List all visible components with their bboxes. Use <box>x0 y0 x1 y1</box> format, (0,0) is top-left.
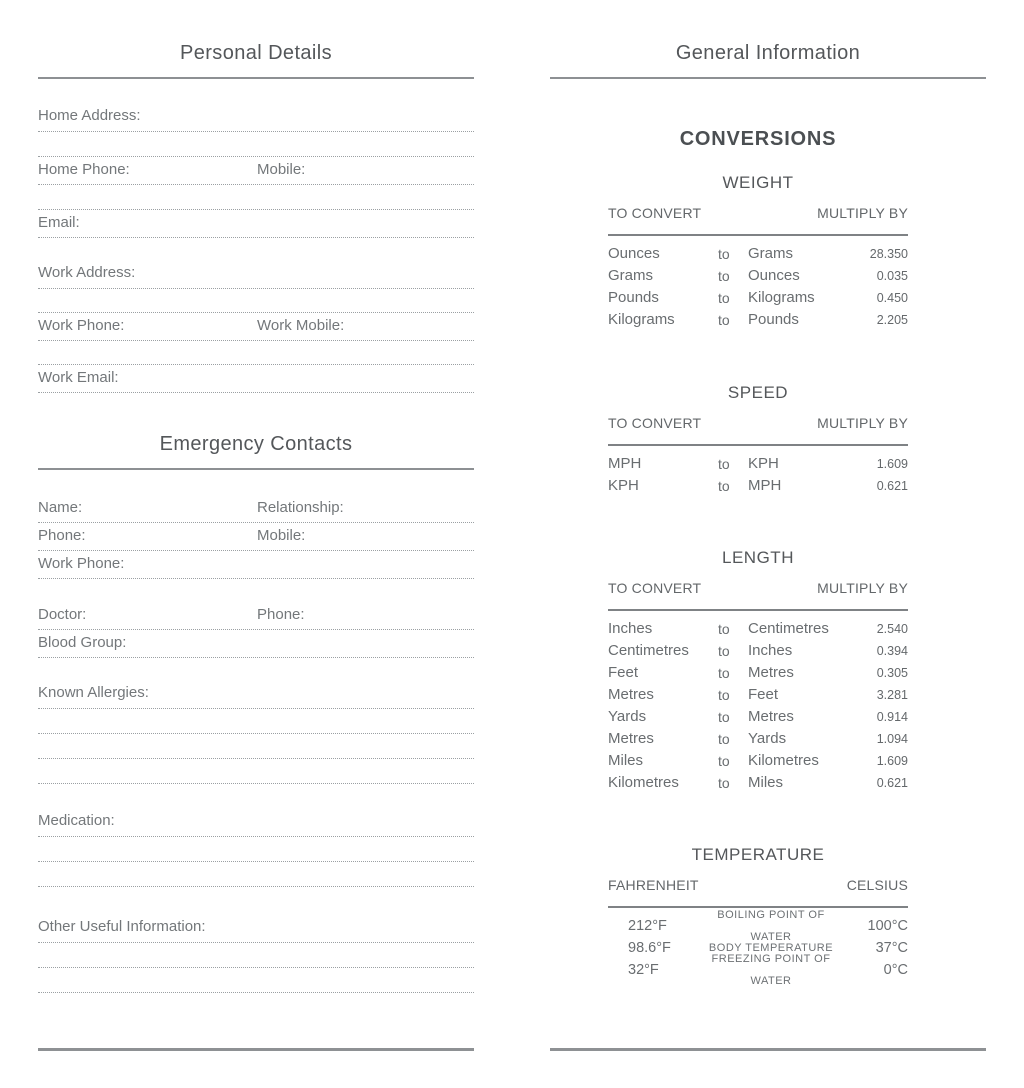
temperature-description: BODY TEMPERATURE <box>708 942 834 954</box>
speed-heading: SPEED <box>727 383 789 402</box>
emergency-contact-group <box>38 500 474 579</box>
left-column <box>38 0 474 1051</box>
conversion-row-miles-kilometres <box>608 750 908 772</box>
to-convert-header: TO CONVERT <box>608 205 702 221</box>
conversion-factor: 1.609 <box>876 754 908 768</box>
field-known-allergies <box>38 685 474 709</box>
weight-column-headers <box>608 205 908 221</box>
temperature-rows <box>608 909 908 987</box>
multiply-by-header: MULTIPLY BY <box>817 205 908 221</box>
unit-from: KPH <box>608 477 639 494</box>
conversion-factor: 1.609 <box>876 457 908 471</box>
work-address-label: Work Address: <box>38 264 136 281</box>
unit-to: MPH <box>748 477 782 494</box>
unit-to: Inches <box>748 642 793 659</box>
speed-table-rule <box>608 444 908 446</box>
unit-to: Pounds <box>748 311 799 328</box>
conversion-row-pounds-kilograms <box>608 287 908 309</box>
field-work-phone <box>38 551 474 579</box>
temperature-heading: TEMPERATURE <box>691 845 825 864</box>
conversion-row-inches-centimetres <box>608 618 908 640</box>
right-column <box>550 0 986 1051</box>
writing-line <box>38 837 474 862</box>
celsius-value: 0°C <box>883 962 908 978</box>
weight-rows <box>608 243 908 331</box>
temperature-row-freezing <box>608 953 908 987</box>
conversion-row-kilometres-miles <box>608 772 908 794</box>
conversion-factor: 2.540 <box>876 622 908 636</box>
to-word: to <box>718 268 730 284</box>
to-word: to <box>718 687 730 703</box>
conversion-factor: 0.914 <box>876 710 908 724</box>
to-convert-header: TO CONVERT <box>608 580 702 596</box>
unit-from: MPH <box>608 455 642 472</box>
conversion-factor: 0.394 <box>876 644 908 658</box>
work-phone-label: Work Phone: <box>38 317 125 334</box>
conversion-row-centimetres-inches <box>608 640 908 662</box>
conversion-factor: 2.205 <box>876 313 908 327</box>
conversion-row-yards-metres <box>608 706 908 728</box>
unit-from: Centimetres <box>608 642 689 659</box>
name-label: Name: <box>38 499 83 516</box>
unit-from: Pounds <box>608 289 659 306</box>
field-home-address <box>38 108 474 132</box>
conversion-row-grams-ounces <box>608 265 908 287</box>
weight-heading: WEIGHT <box>722 173 794 192</box>
to-word: to <box>718 709 730 725</box>
unit-to: Metres <box>748 664 794 681</box>
fahrenheit-header: FAHRENHEIT <box>608 877 699 893</box>
field-doctor-phone <box>38 607 474 630</box>
length-heading: LENGTH <box>722 548 794 567</box>
field-work-phone-mobile <box>38 312 474 341</box>
other-useful-information-label: Other Useful Information: <box>38 918 206 935</box>
phone-label: Phone: <box>38 527 86 544</box>
temperature-description: FREEZING POINT OF WATER <box>711 953 831 987</box>
emergency-contacts-rule <box>38 468 474 470</box>
home-address-label: Home Address: <box>38 107 141 124</box>
unit-to: Ounces <box>748 267 800 284</box>
home-phone-label: Home Phone: <box>38 161 130 178</box>
conversion-row-metres-yards <box>608 728 908 750</box>
conversion-row-ounces-grams <box>608 243 908 265</box>
conversion-factor: 0.450 <box>876 291 908 305</box>
unit-from: Yards <box>608 708 647 725</box>
to-word: to <box>718 312 730 328</box>
unit-from: Kilometres <box>608 774 679 791</box>
doctor-phone-label: Phone: <box>257 606 305 623</box>
general-information-rule <box>550 77 986 79</box>
writing-line <box>38 968 474 993</box>
email-label: Email: <box>38 214 80 231</box>
unit-from: Miles <box>608 752 644 769</box>
celsius-value: 37°C <box>875 940 908 956</box>
to-word: to <box>718 621 730 637</box>
conversions-heading: CONVERSIONS <box>679 128 837 150</box>
unit-from: Metres <box>608 730 654 747</box>
unit-to: Kilograms <box>748 289 815 306</box>
field-work-address <box>38 265 474 289</box>
to-word: to <box>718 775 730 791</box>
unit-from: Feet <box>608 664 639 681</box>
conversion-factor: 0.305 <box>876 666 908 680</box>
work-phone-label: Work Phone: <box>38 555 125 572</box>
right-bottom-rule <box>550 1048 986 1051</box>
to-word: to <box>718 246 730 262</box>
conversion-factor: 0.621 <box>876 479 908 493</box>
writing-line <box>38 943 474 968</box>
length-table-rule <box>608 609 908 611</box>
conversion-row-feet-metres <box>608 662 908 684</box>
to-word: to <box>718 665 730 681</box>
to-word: to <box>718 753 730 769</box>
unit-to: Miles <box>748 774 784 791</box>
unit-from: Metres <box>608 686 654 703</box>
personal-details-rule <box>38 77 474 79</box>
writing-line <box>38 862 474 887</box>
to-word: to <box>718 643 730 659</box>
unit-to: Feet <box>748 686 779 703</box>
emergency-contacts-title: Emergency Contacts <box>159 433 353 455</box>
work-mobile-label: Work Mobile: <box>257 317 345 334</box>
conversion-factor: 28.350 <box>869 247 908 261</box>
to-word: to <box>718 478 730 494</box>
celsius-header: CELSIUS <box>846 877 908 893</box>
speed-column-headers <box>608 415 908 431</box>
known-allergies-label: Known Allergies: <box>38 684 149 701</box>
unit-from: Kilograms <box>608 311 675 328</box>
multiply-by-header: MULTIPLY BY <box>817 580 908 596</box>
work-email-label: Work Email: <box>38 369 119 386</box>
field-work-email <box>38 364 474 393</box>
unit-to: Metres <box>748 708 794 725</box>
field-medication <box>38 813 474 837</box>
to-word: to <box>718 456 730 472</box>
length-rows <box>608 618 908 794</box>
unit-to: Yards <box>748 730 787 747</box>
field-blood-group <box>38 630 474 658</box>
fahrenheit-value: 212°F <box>628 918 667 934</box>
conversion-row-kph-mph <box>608 475 908 497</box>
unit-to: KPH <box>748 455 779 472</box>
celsius-value: 100°C <box>867 918 908 934</box>
weight-table-rule <box>608 234 908 236</box>
unit-from: Inches <box>608 620 653 637</box>
temperature-row-boiling <box>608 909 908 943</box>
unit-to: Centimetres <box>748 620 829 637</box>
to-convert-header: TO CONVERT <box>608 415 702 431</box>
unit-to: Grams <box>748 245 793 262</box>
speed-rows <box>608 453 908 497</box>
writing-line <box>38 734 474 759</box>
personal-details-title: Personal Details <box>179 42 333 64</box>
to-word: to <box>718 731 730 747</box>
mobile-label: Mobile: <box>257 527 306 544</box>
fahrenheit-value: 98.6°F <box>628 940 671 956</box>
conversion-row-kilograms-pounds <box>608 309 908 331</box>
length-column-headers <box>608 580 908 596</box>
blood-group-label: Blood Group: <box>38 634 127 651</box>
conversion-factor: 0.035 <box>876 269 908 283</box>
relationship-label: Relationship: <box>257 499 344 516</box>
multiply-by-header: MULTIPLY BY <box>817 415 908 431</box>
conversion-row-mph-kph <box>608 453 908 475</box>
mobile-label: Mobile: <box>257 161 306 178</box>
conversion-row-metres-feet <box>608 684 908 706</box>
unit-to: Kilometres <box>748 752 819 769</box>
conversions-block <box>608 128 908 987</box>
unit-from: Grams <box>608 267 653 284</box>
doctor-group <box>38 607 474 658</box>
conversion-factor: 1.094 <box>876 732 908 746</box>
fahrenheit-value: 32°F <box>628 962 659 978</box>
field-home-phone-mobile <box>38 156 474 185</box>
field-other-useful-information <box>38 919 474 943</box>
field-name-relationship <box>38 500 474 523</box>
general-information-title: General Information <box>675 42 861 64</box>
to-word: to <box>718 290 730 306</box>
writing-line <box>38 709 474 734</box>
conversion-factor: 3.281 <box>876 688 908 702</box>
temperature-column-headers <box>608 877 908 893</box>
temperature-description: BOILING POINT OF WATER <box>717 909 825 943</box>
field-phone-mobile <box>38 523 474 551</box>
doctor-label: Doctor: <box>38 606 87 623</box>
conversion-factor: 0.621 <box>876 776 908 790</box>
medication-label: Medication: <box>38 812 115 829</box>
writing-line <box>38 759 474 784</box>
field-email <box>38 209 474 238</box>
left-bottom-rule <box>38 1048 474 1051</box>
unit-from: Ounces <box>608 245 660 262</box>
